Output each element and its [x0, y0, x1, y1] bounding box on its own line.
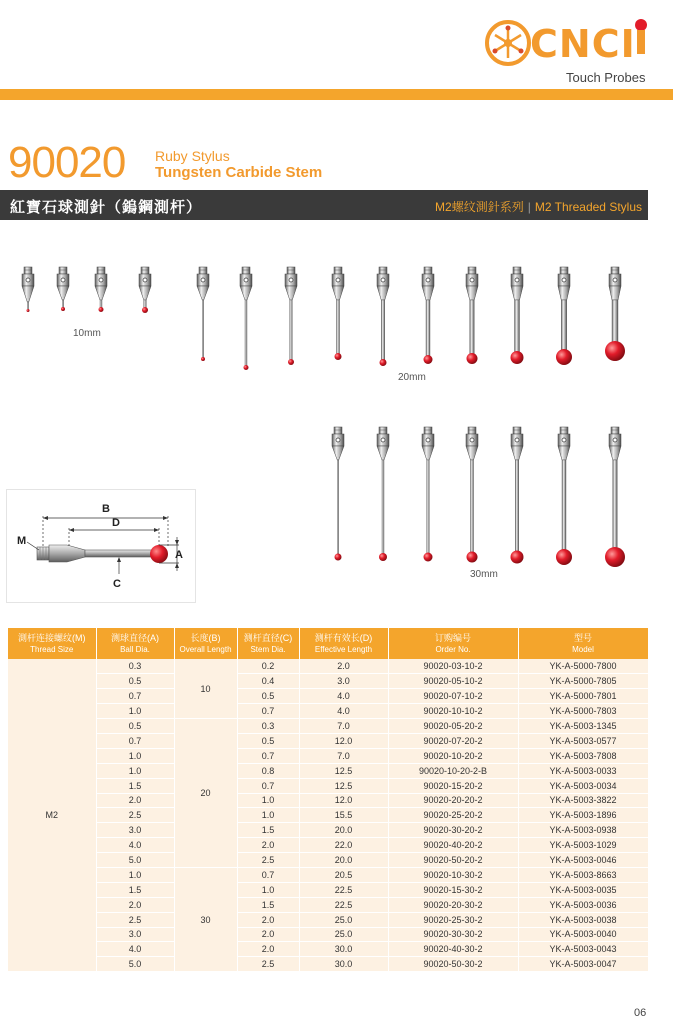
cell-order-no: 90020-10-30-2: [388, 867, 518, 882]
label-30mm: 30mm: [470, 569, 498, 580]
cell-model: YK-A-5003-0577: [518, 733, 648, 748]
table-row: [8, 808, 648, 823]
cell-order-no: 90020-10-20-2-B: [388, 763, 518, 778]
cell-stem-dia: 0.2: [237, 659, 299, 674]
header-model: 型号 Model: [518, 628, 648, 659]
stylus-20mm: [466, 267, 478, 364]
cell-stem-dia: 2.0: [237, 912, 299, 927]
table-row: [8, 778, 648, 793]
cell-order-no: 90020-50-30-2: [388, 957, 518, 972]
cell-stem-dia: 2.5: [237, 957, 299, 972]
title-bar: [0, 190, 648, 220]
cell-stem-dia: 2.0: [237, 942, 299, 957]
page-number: 06: [634, 1007, 647, 1019]
cell-effective-length: 22.5: [299, 882, 388, 897]
cell-effective-length: 20.0: [299, 853, 388, 868]
cell-stem-dia: 1.0: [237, 882, 299, 897]
cell-order-no: 90020-25-30-2: [388, 912, 518, 927]
cell-model: YK-A-5003-0033: [518, 763, 648, 778]
series-separator: |: [527, 200, 531, 214]
cell-ball-dia: 1.5: [96, 778, 174, 793]
cell-effective-length: 4.0: [299, 689, 388, 704]
table-row: [8, 912, 648, 927]
brand-tagline: Touch Probes: [566, 70, 646, 85]
header-length: 长度(B) Overall Length: [174, 628, 237, 659]
cell-stem-dia: 0.7: [237, 867, 299, 882]
cell-effective-length: 12.5: [299, 763, 388, 778]
cell-order-no: 90020-25-20-2: [388, 808, 518, 823]
cell-model: YK-A-5003-1896: [518, 808, 648, 823]
stylus-30mm: [511, 427, 524, 564]
stylus-10mm: [22, 267, 34, 312]
stylus-20mm: [556, 267, 572, 365]
cell-ball-dia: 4.0: [96, 942, 174, 957]
cell-ball-dia: 0.3: [96, 659, 174, 674]
table-row: [8, 823, 648, 838]
model-number: 90020: [8, 138, 126, 187]
stylus-20mm: [377, 267, 389, 366]
cell-stem-dia: 1.0: [237, 808, 299, 823]
stylus-20mm: [285, 267, 297, 365]
cell-effective-length: 12.5: [299, 778, 388, 793]
cell-ball-dia: 0.5: [96, 674, 174, 689]
subtitle-stem: Tungsten Carbide Stem: [155, 164, 323, 181]
table-row: [8, 882, 648, 897]
cell-effective-length: 30.0: [299, 957, 388, 972]
cell-order-no: 90020-07-20-2: [388, 733, 518, 748]
cell-order-no: 90020-40-30-2: [388, 942, 518, 957]
table-row: [8, 853, 648, 868]
cell-stem-dia: 0.5: [237, 689, 299, 704]
cell-stem-dia: 2.0: [237, 838, 299, 853]
cell-effective-length: 7.0: [299, 719, 388, 734]
cell-thread: M2: [8, 659, 96, 972]
cell-stem-dia: 0.7: [237, 704, 299, 719]
stylus-30mm: [556, 427, 572, 565]
cell-ball-dia: 5.0: [96, 853, 174, 868]
table-row: [8, 763, 648, 778]
cell-effective-length: 4.0: [299, 704, 388, 719]
series-zh: M2螺纹測針系列: [435, 200, 524, 214]
cell-order-no: 90020-10-10-2: [388, 704, 518, 719]
cell-ball-dia: 4.0: [96, 838, 174, 853]
cell-length: 10: [174, 659, 237, 719]
dimension-diagram: [6, 489, 196, 603]
cell-effective-length: 25.0: [299, 927, 388, 942]
table-row: [8, 793, 648, 808]
cell-model: YK-A-5003-0938: [518, 823, 648, 838]
cell-effective-length: 3.0: [299, 674, 388, 689]
cell-ball-dia: 0.5: [96, 719, 174, 734]
cell-effective-length: 12.0: [299, 793, 388, 808]
stylus-30mm: [377, 427, 389, 561]
cell-stem-dia: 0.4: [237, 674, 299, 689]
dim-b-label: B: [102, 503, 110, 515]
stylus-dimension-drawing: [7, 490, 197, 604]
dim-d-label: D: [112, 517, 120, 529]
cell-model: YK-A-5000-7800: [518, 659, 648, 674]
subtitle-ruby: Ruby Stylus: [155, 148, 230, 164]
cell-effective-length: 2.0: [299, 659, 388, 674]
cell-effective-length: 22.0: [299, 838, 388, 853]
cell-model: YK-A-5003-0038: [518, 912, 648, 927]
cell-order-no: 90020-30-20-2: [388, 823, 518, 838]
cell-ball-dia: 2.0: [96, 793, 174, 808]
stylus-30mm: [466, 427, 478, 563]
stylus-20mm: [332, 267, 344, 360]
dim-a-label: A: [175, 549, 183, 561]
stylus-20mm: [197, 267, 209, 361]
dim-c-label: C: [113, 578, 121, 590]
cell-length: 20: [174, 719, 237, 868]
cell-order-no: 90020-05-20-2: [388, 719, 518, 734]
header-ball-dia: 测球直径(A) Ball Dia.: [96, 628, 174, 659]
cell-model: YK-A-5000-7803: [518, 704, 648, 719]
cell-stem-dia: 0.3: [237, 719, 299, 734]
table-row: [8, 719, 648, 734]
table-row: [8, 927, 648, 942]
table-row: [8, 674, 648, 689]
cell-ball-dia: 1.0: [96, 704, 174, 719]
cell-model: YK-A-5003-8663: [518, 867, 648, 882]
cell-stem-dia: 2.5: [237, 853, 299, 868]
cell-order-no: 90020-50-20-2: [388, 853, 518, 868]
stylus-20mm: [605, 267, 625, 361]
table-row: [8, 897, 648, 912]
table-row: [8, 838, 648, 853]
cell-order-no: 90020-20-20-2: [388, 793, 518, 808]
cell-model: YK-A-5000-7801: [518, 689, 648, 704]
cell-order-no: 90020-20-30-2: [388, 897, 518, 912]
cell-effective-length: 7.0: [299, 748, 388, 763]
table-row: [8, 659, 648, 674]
cell-order-no: 90020-15-20-2: [388, 778, 518, 793]
cell-model: YK-A-5003-0034: [518, 778, 648, 793]
cell-effective-length: 15.5: [299, 808, 388, 823]
stylus-20mm: [240, 267, 252, 370]
header-band: [0, 89, 673, 100]
stylus-30mm: [605, 427, 625, 567]
cell-order-no: 90020-40-20-2: [388, 838, 518, 853]
stylus-10mm: [139, 267, 151, 313]
label-20mm: 20mm: [398, 372, 426, 383]
cell-model: YK-A-5003-0046: [518, 853, 648, 868]
header-order-no: 订购编号 Order No.: [388, 628, 518, 659]
chinese-title: 紅寶石球測針（鎢鋼測杆）: [10, 199, 203, 216]
cell-stem-dia: 0.7: [237, 778, 299, 793]
cell-stem-dia: 1.5: [237, 823, 299, 838]
cell-ball-dia: 5.0: [96, 957, 174, 972]
cell-stem-dia: 0.5: [237, 733, 299, 748]
cell-ball-dia: 1.0: [96, 748, 174, 763]
cell-model: YK-A-5003-1345: [518, 719, 648, 734]
table-row: [8, 733, 648, 748]
header-stem-dia: 测杆直径(C) Stem Dia.: [237, 628, 299, 659]
stylus-10mm: [57, 267, 69, 311]
cell-stem-dia: 2.0: [237, 927, 299, 942]
stylus-20mm: [511, 267, 524, 364]
stylus-30mm: [422, 427, 434, 562]
table-row: [8, 867, 648, 882]
series-en: M2 Threaded Stylus: [534, 200, 642, 214]
cell-effective-length: 25.0: [299, 912, 388, 927]
cell-effective-length: 20.5: [299, 867, 388, 882]
stylus-20mm: [422, 267, 434, 364]
cell-stem-dia: 0.7: [237, 748, 299, 763]
cell-effective-length: 22.5: [299, 897, 388, 912]
cell-ball-dia: 2.5: [96, 808, 174, 823]
table-body: [8, 659, 648, 972]
cell-stem-dia: 0.8: [237, 763, 299, 778]
cell-model: YK-A-5003-7808: [518, 748, 648, 763]
dim-m-label: M: [17, 535, 27, 547]
cell-ball-dia: 3.0: [96, 927, 174, 942]
cell-effective-length: 20.0: [299, 823, 388, 838]
cell-order-no: 90020-03-10-2: [388, 659, 518, 674]
label-10mm: 10mm: [73, 328, 101, 339]
cell-ball-dia: 0.7: [96, 689, 174, 704]
cell-order-no: 90020-10-20-2: [388, 748, 518, 763]
cell-ball-dia: 2.0: [96, 897, 174, 912]
table-row: [8, 942, 648, 957]
cell-ball-dia: 2.5: [96, 912, 174, 927]
cell-model: YK-A-5003-3822: [518, 793, 648, 808]
cell-stem-dia: 1.5: [237, 897, 299, 912]
cell-effective-length: 12.0: [299, 733, 388, 748]
table-row: [8, 704, 648, 719]
series-label: [435, 198, 642, 215]
header-thread: 測杆连接螺纹(M) Thread Size: [8, 628, 96, 659]
spec-table: [8, 628, 649, 972]
table-row: [8, 748, 648, 763]
cell-order-no: 90020-07-10-2: [388, 689, 518, 704]
cell-order-no: 90020-15-30-2: [388, 882, 518, 897]
cell-ball-dia: 1.0: [96, 763, 174, 778]
cell-ball-dia: 1.5: [96, 882, 174, 897]
stylus-10mm: [95, 267, 107, 312]
stylus-30mm: [332, 427, 344, 561]
cell-ball-dia: 0.7: [96, 733, 174, 748]
cell-order-no: 90020-05-10-2: [388, 674, 518, 689]
cell-model: YK-A-5003-0047: [518, 957, 648, 972]
cell-model: YK-A-5003-0035: [518, 882, 648, 897]
table-row: [8, 689, 648, 704]
cell-model: YK-A-5000-7805: [518, 674, 648, 689]
cell-effective-length: 30.0: [299, 942, 388, 957]
cell-length: 30: [174, 867, 237, 971]
cell-model: YK-A-5003-0040: [518, 927, 648, 942]
cell-order-no: 90020-30-30-2: [388, 927, 518, 942]
cell-model: YK-A-5003-0043: [518, 942, 648, 957]
cell-model: YK-A-5003-0036: [518, 897, 648, 912]
brand-name: CNCI: [530, 22, 636, 66]
cell-ball-dia: 3.0: [96, 823, 174, 838]
table-row: [8, 957, 648, 972]
cell-ball-dia: 1.0: [96, 867, 174, 882]
table-header-row: [8, 628, 648, 659]
cell-model: YK-A-5003-1029: [518, 838, 648, 853]
cell-stem-dia: 1.0: [237, 793, 299, 808]
header-effective-length: 测杆有效长(D) Effective Length: [299, 628, 388, 659]
probe-star-icon: [483, 18, 533, 68]
